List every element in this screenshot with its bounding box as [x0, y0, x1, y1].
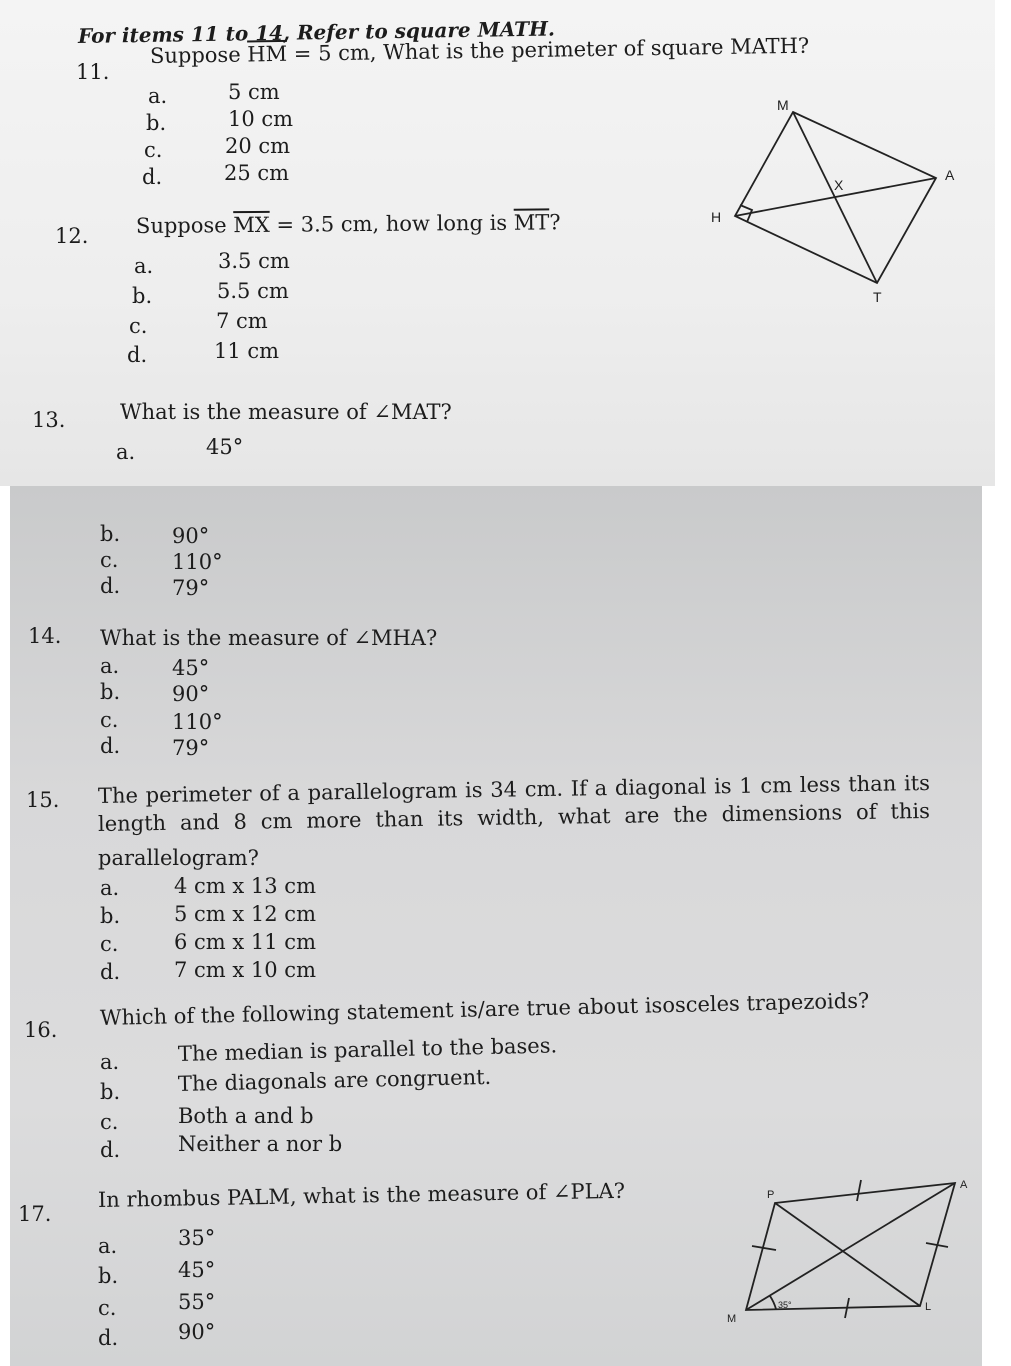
- choice-letter: a.: [98, 1234, 118, 1258]
- choice-text: 3.5 cm: [218, 249, 290, 273]
- choice-letter: c.: [100, 1110, 119, 1134]
- choice-letter: c.: [98, 1296, 117, 1320]
- choice-text: Both a and b: [178, 1104, 314, 1128]
- point-label-x: X: [834, 177, 844, 193]
- choice-letter: a.: [100, 654, 120, 678]
- choice-text: 110°: [172, 550, 223, 574]
- vertex-label-t: T: [873, 289, 882, 305]
- choice-text: 10 cm: [228, 107, 294, 131]
- instructions-header: For items 11 to 14, Refer to square MATH.: [77, 16, 556, 48]
- choice-letter: b.: [98, 1264, 119, 1288]
- choice-text: 79°: [172, 736, 210, 760]
- choice-text: 5 cm x 12 cm: [174, 902, 316, 926]
- choice-text: 35°: [178, 1226, 216, 1250]
- choice-text: 90°: [172, 524, 210, 548]
- vertex-label-h: H: [711, 209, 722, 225]
- choice-letter: a.: [134, 254, 154, 278]
- question-prompt: In rhombus PALM, what is the measure of ∠PLA?: [97, 1178, 626, 1212]
- choice-text: 7 cm x 10 cm: [174, 958, 316, 982]
- question-prompt: Suppose $\overline{MX} = 3.5$ cm, how long is $\overline{MT}$?: [135, 210, 561, 238]
- square-math-figure: [700, 90, 980, 310]
- choice-text: 7 cm: [216, 309, 268, 333]
- choice-letter: d.: [100, 734, 121, 758]
- choice-text: Neither a nor b: [178, 1132, 343, 1156]
- choice-letter: c.: [100, 548, 119, 572]
- choice-letter: b.: [100, 1080, 121, 1104]
- choice-text: 20 cm: [225, 134, 291, 158]
- question-prompt: What is the measure of ∠MHA?: [100, 626, 438, 650]
- choice-text: 110°: [172, 710, 223, 734]
- choice-text: 5 cm: [228, 80, 280, 104]
- choice-letter: b.: [146, 111, 167, 135]
- question-number: 12.: [55, 224, 89, 248]
- choice-letter: d.: [142, 165, 163, 189]
- choice-letter: b.: [100, 522, 121, 546]
- choice-letter: c.: [129, 314, 148, 338]
- choice-letter: c.: [144, 138, 163, 162]
- question-number: 16.: [24, 1018, 58, 1042]
- choice-text: 6 cm x 11 cm: [174, 930, 316, 954]
- choice-letter: b.: [100, 904, 121, 928]
- angle-arc-m: [770, 1296, 776, 1309]
- choice-text: 45°: [172, 656, 210, 680]
- choice-text: 25 cm: [224, 161, 290, 185]
- choice-letter: c.: [100, 932, 119, 956]
- rhombus-palm-figure: [720, 1166, 982, 1326]
- vertex-label-a: A: [945, 167, 955, 183]
- tick-mark-pa: [857, 1180, 861, 1201]
- worksheet-top-section: [0, 0, 995, 486]
- choice-letter: a.: [148, 84, 168, 108]
- question-prompt: Suppose $\overline{HM} = 5$ cm, What is the perimeter of square MATH?: [149, 33, 810, 68]
- choice-letter: b.: [100, 680, 121, 704]
- question-number: 17.: [18, 1202, 52, 1226]
- choice-text: The diagonals are congruent.: [177, 1064, 492, 1096]
- vertex-label-p: P: [767, 1189, 775, 1201]
- question-prompt: Which of the following statement is/are true about isosceles trapezoids?: [99, 988, 870, 1030]
- choice-text: 5.5 cm: [217, 279, 289, 303]
- choice-text: 90°: [172, 682, 210, 706]
- question-prompt-line-3: parallelogram?: [98, 846, 259, 870]
- choice-letter: d.: [100, 1138, 121, 1162]
- angle-label-35: 35°: [778, 1300, 792, 1310]
- worksheet-bottom-section: [10, 486, 982, 1366]
- choice-text: 90°: [178, 1320, 216, 1344]
- segment-hm: $\overline{HM}$: [247, 41, 288, 67]
- vertex-label-a: A: [960, 1179, 968, 1191]
- choice-letter: d.: [127, 343, 148, 367]
- choice-letter: c.: [100, 708, 119, 732]
- question-prompt: What is the measure of ∠MAT?: [120, 400, 452, 424]
- question-number: 15.: [26, 788, 60, 812]
- vertex-label-l: L: [925, 1301, 932, 1313]
- choice-text: 45°: [178, 1258, 216, 1282]
- choice-letter: a.: [100, 876, 120, 900]
- choice-text: 45°: [206, 435, 244, 459]
- choice-text: 4 cm x 13 cm: [174, 874, 316, 898]
- choice-text: 79°: [172, 576, 210, 600]
- question-number: 14.: [28, 624, 62, 648]
- question-number: 11.: [76, 60, 110, 84]
- choice-letter: a.: [100, 1050, 120, 1074]
- choice-letter: a.: [116, 440, 136, 464]
- segment-mt: $\overline{MT}$: [513, 210, 550, 235]
- vertex-label-m: M: [727, 1313, 737, 1325]
- question-number: 13.: [32, 408, 66, 432]
- question-prompt-line-1: The perimeter of a parallelogram is 34 cm. If a diagonal is 1 cm less than its: [97, 770, 931, 808]
- choice-letter: b.: [132, 284, 153, 308]
- choice-letter: d.: [98, 1326, 119, 1350]
- choice-text: The median is parallel to the bases.: [177, 1033, 558, 1066]
- vertex-label-m: M: [777, 97, 789, 113]
- question-prompt-line-2: length and 8 cm more than its width, what are the dimensions of this: [97, 798, 931, 836]
- segment-mx: $\overline{MX}$: [233, 212, 270, 238]
- choice-text: 11 cm: [214, 339, 280, 363]
- choice-letter: d.: [100, 960, 121, 984]
- choice-text: 55°: [178, 1290, 216, 1314]
- choice-letter: d.: [100, 574, 121, 598]
